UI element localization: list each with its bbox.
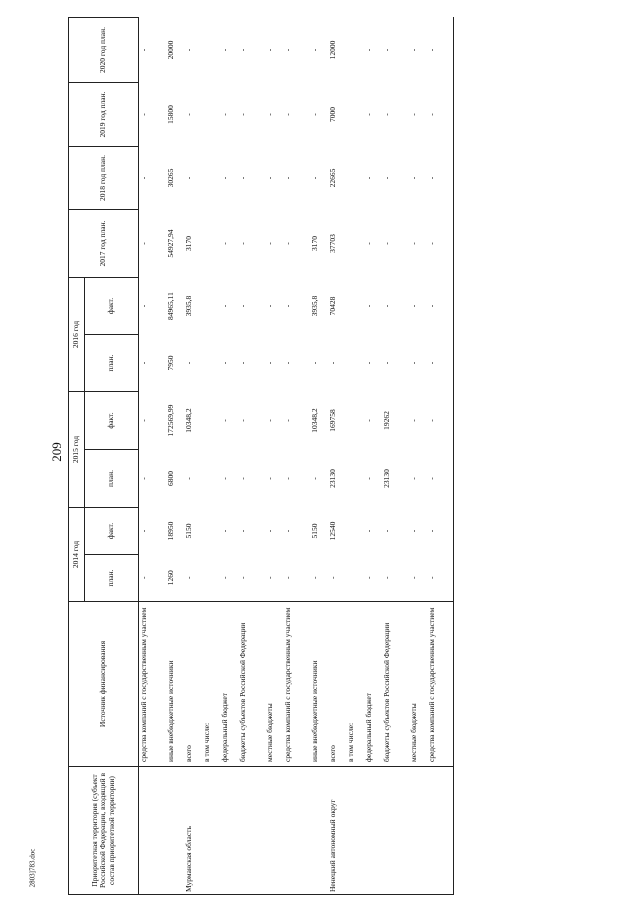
value-cell: - bbox=[427, 278, 454, 335]
value-cell bbox=[346, 392, 364, 450]
territory-cell bbox=[202, 767, 220, 895]
value-cell: 22665 bbox=[327, 168, 337, 188]
value-cell: - bbox=[264, 419, 274, 422]
source-cell: федеральный бюджет bbox=[220, 602, 238, 767]
value-cell: - bbox=[237, 176, 247, 180]
territory-cell bbox=[382, 767, 409, 895]
value-cell: - bbox=[219, 304, 229, 308]
table-row bbox=[202, 18, 220, 895]
value-cell: - bbox=[237, 304, 247, 308]
value-cell: - bbox=[408, 113, 418, 116]
value-cell: - bbox=[381, 304, 391, 308]
value-cell: - bbox=[139, 576, 148, 579]
value-cell: - bbox=[282, 48, 292, 52]
value-cell: 10348,2 bbox=[183, 408, 193, 433]
header-plan-2014: план. bbox=[85, 555, 139, 602]
value-cell: - bbox=[427, 210, 454, 278]
value-cell: - bbox=[427, 450, 454, 508]
value-cell: - bbox=[309, 113, 319, 116]
table-row bbox=[382, 18, 409, 895]
value-cell bbox=[346, 278, 364, 335]
value-cell bbox=[202, 147, 220, 210]
value-cell: - bbox=[363, 477, 373, 480]
value-cell: - bbox=[264, 529, 274, 533]
value-cell: - bbox=[363, 576, 373, 579]
territory-cell bbox=[283, 767, 310, 895]
source-cell: средства компаний с государственным участием bbox=[139, 602, 166, 767]
value-cell: - bbox=[282, 361, 292, 365]
value-cell: - bbox=[264, 361, 274, 365]
value-cell: - bbox=[427, 147, 454, 210]
value-cell: 169758 bbox=[327, 409, 337, 432]
page-number-text: 209 bbox=[49, 442, 64, 462]
header-territory: Приоритетная территория (субъект Российской Федерации, входящий в состав приоритетной территории) bbox=[69, 767, 139, 895]
value-cell: 15800 bbox=[165, 105, 175, 124]
value-cell: 70428 bbox=[327, 296, 337, 316]
value-cell: - bbox=[282, 419, 292, 422]
value-cell: - bbox=[264, 176, 274, 180]
value-cell: - bbox=[363, 361, 373, 365]
value-cell: - bbox=[381, 176, 391, 180]
value-cell: - bbox=[408, 176, 418, 180]
value-cell bbox=[202, 450, 220, 508]
value-cell: - bbox=[309, 176, 319, 180]
value-cell: 7950 bbox=[165, 355, 175, 371]
value-cell: 10348,2 bbox=[309, 408, 319, 433]
source-cell: всего bbox=[184, 602, 202, 767]
value-cell: - bbox=[309, 477, 319, 480]
value-cell: - bbox=[282, 113, 292, 116]
value-cell: - bbox=[139, 304, 148, 308]
value-cell: 12000 bbox=[327, 40, 337, 60]
value-cell: 23130 bbox=[381, 469, 391, 488]
value-cell: 6800 bbox=[165, 471, 175, 486]
value-cell: - bbox=[327, 576, 337, 579]
territory-cell bbox=[364, 767, 382, 895]
value-cell: 20000 bbox=[165, 40, 175, 60]
territory-cell bbox=[238, 767, 265, 895]
territory-cell bbox=[220, 767, 238, 895]
value-cell: - bbox=[219, 48, 229, 52]
value-cell: - bbox=[282, 242, 292, 245]
value-cell: - bbox=[219, 529, 229, 533]
value-cell: 3170 bbox=[309, 236, 319, 251]
value-cell: - bbox=[381, 576, 391, 579]
value-cell: - bbox=[219, 113, 229, 116]
value-cell: - bbox=[408, 477, 418, 480]
territory-cell: Мурманская область bbox=[184, 767, 202, 895]
value-cell: - bbox=[264, 304, 274, 308]
header-plan-2016: план. bbox=[85, 335, 139, 392]
header-source: Источник финансирования bbox=[69, 602, 139, 767]
value-cell: 23130 bbox=[327, 469, 337, 488]
value-cell: - bbox=[427, 335, 454, 392]
value-cell: - bbox=[219, 477, 229, 480]
value-cell: - bbox=[183, 477, 193, 480]
value-cell: - bbox=[237, 576, 247, 579]
value-cell: - bbox=[408, 361, 418, 365]
table-row bbox=[166, 18, 184, 895]
value-cell: - bbox=[237, 242, 247, 245]
value-cell bbox=[202, 278, 220, 335]
table-row bbox=[409, 18, 427, 895]
source-cell: иные внебюджетные источники bbox=[166, 602, 184, 767]
value-cell bbox=[346, 335, 364, 392]
value-cell: - bbox=[264, 477, 274, 480]
header-year-2015: 2015 год bbox=[69, 392, 85, 508]
value-cell: - bbox=[381, 529, 391, 533]
table-row bbox=[427, 18, 454, 895]
value-cell bbox=[346, 210, 364, 278]
territory-cell bbox=[139, 767, 166, 895]
value-cell: - bbox=[219, 242, 229, 245]
value-cell: - bbox=[139, 529, 148, 533]
value-cell: - bbox=[183, 113, 193, 116]
table-row bbox=[346, 18, 364, 895]
value-cell: 5150 bbox=[309, 523, 319, 539]
page-content bbox=[68, 18, 533, 895]
value-cell: - bbox=[381, 48, 391, 52]
source-cell: в том числе: bbox=[202, 602, 220, 767]
value-cell: - bbox=[139, 242, 148, 245]
source-cell: средства компаний с государственным участием bbox=[427, 602, 454, 767]
value-cell: - bbox=[363, 419, 373, 422]
value-cell: 12540 bbox=[327, 521, 337, 541]
value-cell: - bbox=[309, 576, 319, 579]
value-cell bbox=[202, 18, 220, 83]
value-cell bbox=[202, 335, 220, 392]
value-cell: - bbox=[219, 361, 229, 365]
source-cell: федеральный бюджет bbox=[364, 602, 382, 767]
financing-table bbox=[68, 17, 454, 895]
territory-cell bbox=[265, 767, 283, 895]
value-cell bbox=[346, 147, 364, 210]
value-cell: - bbox=[363, 176, 373, 180]
value-cell: - bbox=[408, 576, 418, 579]
value-cell: 30265 bbox=[165, 168, 175, 188]
value-cell: - bbox=[264, 113, 274, 116]
value-cell: - bbox=[381, 361, 391, 365]
header-plan-2018: 2018 год план. bbox=[69, 147, 139, 210]
table-row bbox=[328, 18, 346, 895]
value-cell: - bbox=[363, 48, 373, 52]
value-cell: - bbox=[363, 304, 373, 308]
value-cell: - bbox=[427, 18, 454, 83]
value-cell bbox=[202, 555, 220, 602]
value-cell: - bbox=[282, 576, 292, 579]
value-cell: - bbox=[282, 304, 292, 308]
value-cell: - bbox=[219, 576, 229, 579]
value-cell: - bbox=[139, 176, 148, 180]
header-year-2016: 2016 год bbox=[69, 278, 85, 392]
source-cell: местные бюджеты bbox=[409, 602, 427, 767]
rotated-table-area bbox=[68, 18, 533, 895]
value-cell bbox=[346, 508, 364, 555]
source-cell: в том числе: bbox=[346, 602, 364, 767]
table-row bbox=[139, 18, 166, 895]
source-cell: бюджеты субъектов Российской Федерации bbox=[382, 602, 409, 767]
territory-cell bbox=[346, 767, 364, 895]
header-plan-2017: 2017 год план. bbox=[69, 210, 139, 278]
value-cell: - bbox=[408, 304, 418, 308]
table-row bbox=[310, 18, 328, 895]
value-cell: - bbox=[408, 419, 418, 422]
value-cell: - bbox=[327, 361, 337, 365]
value-cell: - bbox=[237, 477, 247, 480]
value-cell: - bbox=[139, 48, 148, 52]
header-fact-2015: факт. bbox=[85, 392, 139, 450]
header-fact-2014: факт. bbox=[85, 508, 139, 555]
value-cell: 37703 bbox=[327, 234, 337, 253]
footer-filename-text: 2803]783.doc bbox=[28, 848, 37, 888]
value-cell: - bbox=[427, 508, 454, 555]
value-cell bbox=[202, 210, 220, 278]
table-body bbox=[139, 18, 454, 895]
value-cell: - bbox=[282, 529, 292, 533]
footer-filename bbox=[22, 848, 42, 888]
value-cell: - bbox=[264, 242, 274, 245]
value-cell: - bbox=[237, 361, 247, 365]
value-cell: - bbox=[282, 176, 292, 180]
table-row bbox=[184, 18, 202, 895]
table-row bbox=[364, 18, 382, 895]
value-cell: - bbox=[363, 529, 373, 533]
source-cell: бюджеты субъектов Российской Федерации bbox=[238, 602, 265, 767]
value-cell: 19262 bbox=[381, 411, 391, 430]
value-cell bbox=[346, 18, 364, 83]
value-cell: - bbox=[282, 477, 292, 480]
value-cell bbox=[202, 392, 220, 450]
territory-cell: Ненецкий автономный округ bbox=[328, 767, 346, 895]
value-cell: - bbox=[139, 113, 148, 116]
territory-cell bbox=[427, 767, 454, 895]
value-cell: 54927,94 bbox=[165, 229, 175, 258]
value-cell bbox=[202, 508, 220, 555]
value-cell: - bbox=[139, 477, 148, 480]
value-cell: - bbox=[408, 529, 418, 533]
header-fact-2016: факт. bbox=[85, 278, 139, 335]
value-cell: - bbox=[309, 48, 319, 52]
value-cell: - bbox=[381, 113, 391, 116]
value-cell bbox=[346, 83, 364, 147]
value-cell: 5150 bbox=[183, 523, 193, 539]
value-cell: 84965,11 bbox=[165, 292, 175, 320]
header-plan-2015: план. bbox=[85, 450, 139, 508]
table-row bbox=[283, 18, 310, 895]
source-cell: иные внебюджетные источники bbox=[310, 602, 328, 767]
value-cell: - bbox=[139, 361, 148, 365]
value-cell: - bbox=[363, 113, 373, 116]
territory-cell bbox=[310, 767, 328, 895]
territory-cell bbox=[166, 767, 184, 895]
value-cell: - bbox=[219, 419, 229, 422]
value-cell: 1260 bbox=[165, 570, 175, 586]
value-cell: 172569,99 bbox=[165, 404, 175, 437]
value-cell: 7000 bbox=[327, 107, 337, 122]
value-cell: - bbox=[183, 576, 193, 579]
value-cell: - bbox=[237, 113, 247, 116]
value-cell: - bbox=[427, 392, 454, 450]
value-cell: - bbox=[309, 361, 319, 365]
value-cell: - bbox=[183, 361, 193, 365]
source-cell: местные бюджеты bbox=[265, 602, 283, 767]
value-cell: - bbox=[237, 529, 247, 533]
value-cell: - bbox=[408, 48, 418, 52]
territory-cell bbox=[409, 767, 427, 895]
value-cell: 3170 bbox=[183, 236, 193, 251]
header-plan-2020: 2020 год план. bbox=[69, 18, 139, 83]
value-cell: - bbox=[264, 48, 274, 52]
value-cell bbox=[202, 83, 220, 147]
value-cell: - bbox=[219, 176, 229, 180]
value-cell bbox=[346, 450, 364, 508]
value-cell: - bbox=[427, 555, 454, 602]
source-cell: средства компаний с государственным участием bbox=[283, 602, 310, 767]
value-cell: - bbox=[427, 83, 454, 147]
value-cell: - bbox=[408, 242, 418, 245]
header-plan-2019: 2019 год план. bbox=[69, 83, 139, 147]
table-row bbox=[265, 18, 283, 895]
value-cell: 3935,8 bbox=[309, 295, 319, 317]
value-cell: - bbox=[139, 419, 148, 422]
value-cell: - bbox=[237, 419, 247, 422]
value-cell: - bbox=[381, 242, 391, 245]
value-cell bbox=[346, 555, 364, 602]
value-cell: - bbox=[183, 48, 193, 52]
table-row bbox=[220, 18, 238, 895]
value-cell: - bbox=[363, 242, 373, 245]
header-year-2014: 2014 год bbox=[69, 508, 85, 602]
table-row bbox=[238, 18, 265, 895]
value-cell: - bbox=[237, 48, 247, 52]
value-cell: 18950 bbox=[165, 521, 175, 541]
value-cell: 3935,8 bbox=[183, 295, 193, 317]
source-cell: всего bbox=[328, 602, 346, 767]
value-cell: - bbox=[264, 576, 274, 579]
value-cell: - bbox=[183, 176, 193, 180]
